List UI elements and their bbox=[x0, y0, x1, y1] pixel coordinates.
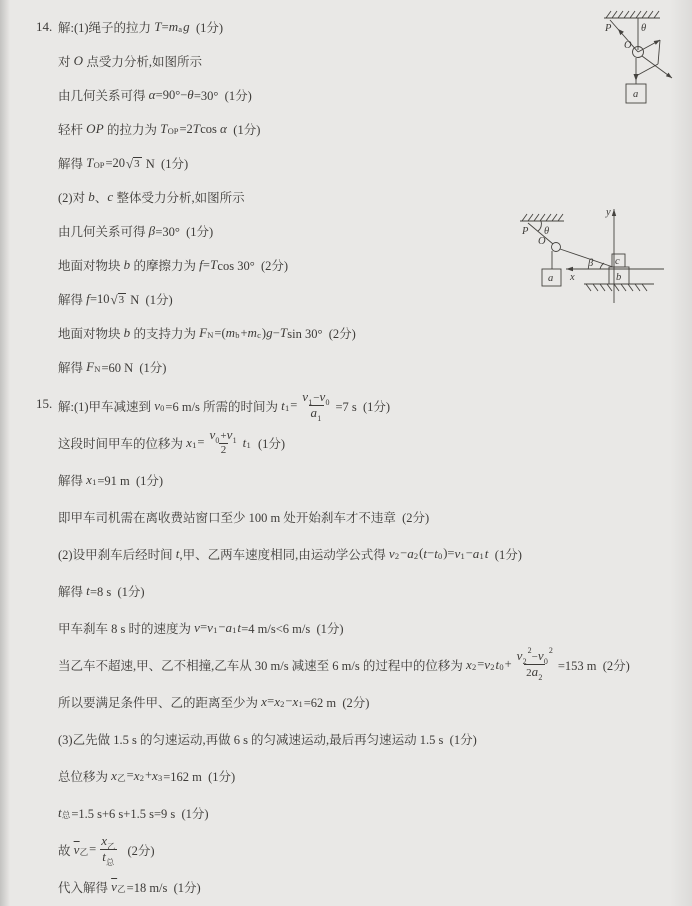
solution-line: 解:(1)甲车减速到 v $_0$ =6 m/s 所需的时间为 t $_1$ = $\frac{v_1-v_0}{a_1}$ =7 s (1分) bbox=[58, 389, 391, 424]
label-o: O bbox=[538, 236, 546, 247]
problem-solution bbox=[38, 10, 688, 384]
solution-line: t $_总$ =1.5 s+6 s+1.5 s=9 s (1分) bbox=[58, 804, 209, 821]
ground-hatch bbox=[584, 284, 654, 291]
ceiling-hatch bbox=[520, 214, 564, 221]
solution-line: 对 O 点受力分析,如图所示 bbox=[58, 53, 202, 69]
scan-edge-shadow-left bbox=[0, 0, 10, 906]
label-y: y bbox=[606, 207, 611, 218]
solution-line: 代入解得 $\overline{v}$ $_乙$ =18 m/s (1分) bbox=[58, 878, 201, 895]
solution-line: 地面对物块 b 的摩擦力为 f = T cos 30° (2分) bbox=[58, 257, 289, 273]
force-diagram-point-o bbox=[596, 6, 690, 110]
solution-line: 解得 t =8 s (1分) bbox=[58, 582, 145, 599]
problem-solution bbox=[38, 387, 688, 905]
solution-line: 所以要满足条件甲、乙的距离至少为 x = x $_2$ − x $_1$ =62 m (2分) bbox=[58, 693, 370, 710]
solutions-content bbox=[38, 10, 688, 905]
solution-line: 地面对物块 b 的支持力为 F $_N$ =( m $_b$ + m $_c$ ) g − T sin 30° (2分) bbox=[58, 325, 356, 341]
solution-line: 解:(1)绳子的拉力 T = m $_a$ g (1分) bbox=[58, 19, 224, 35]
label-c: c bbox=[615, 256, 620, 267]
x-axis-arrowhead bbox=[566, 267, 573, 271]
solution-line: 当乙车不超速,甲、乙不相撞,乙车从 30 m/s 减速至 6 m/s 的过程中的位移为 x $_2$ = v $_2$ t $_0$ + $\frac{v_2^2-v_0^2}{2a_2}$ =153 m (2分) bbox=[58, 646, 630, 683]
solution-line: 由几何关系可得 α =90°− θ =30° (1分) bbox=[58, 87, 252, 103]
solution-line: 解得 F $_N$ =60 N (1分) bbox=[58, 359, 167, 375]
label-beta: β bbox=[588, 258, 594, 269]
beta-angle-arc bbox=[600, 263, 604, 269]
ceiling-hatch bbox=[604, 11, 660, 18]
solution-line: 总位移为 x $_乙$ = x $_2$ + x $_3$ =162 m (1分) bbox=[58, 767, 236, 784]
label-theta: θ bbox=[544, 226, 550, 237]
label-o: O bbox=[624, 40, 632, 51]
problem-number: 15. bbox=[36, 396, 53, 411]
label-theta: θ bbox=[641, 23, 647, 34]
rod-force-arrowhead bbox=[618, 29, 624, 35]
solution-line: 甲车刹车 8 s 时的速度为 v = v $_1$ − a $_1$ t =4 m/s<6 m/s (1分) bbox=[58, 619, 344, 636]
solution-line: 轻杆 OP 的拉力为 T $_{OP}$ =2 T cos α (1分) bbox=[58, 121, 261, 137]
solution-line: 这段时间甲车的位移为 x $_1$ = $\frac{v_0+v_1}{2}$ t $_1$ (1分) bbox=[58, 427, 286, 457]
solution-line: (2)对 b 、 c 整体受力分析,如图所示 bbox=[58, 189, 245, 205]
solution-line: 由几何关系可得 β =30° (1分) bbox=[58, 223, 214, 239]
force-parallelogram bbox=[636, 40, 660, 76]
solution-line: (3)乙先做 1.5 s 的匀速运动,再做 6 s 的匀减速运动,最后再匀速运动 1.5 s (1分) bbox=[58, 732, 477, 747]
label-p: P bbox=[605, 23, 612, 34]
solution-line: 解得 f =10 √ 3 N (1分) bbox=[58, 291, 173, 307]
label-a: a bbox=[548, 273, 554, 284]
pulley-icon bbox=[552, 243, 561, 252]
rope-to-c bbox=[560, 249, 613, 267]
problem-number: 14. bbox=[36, 19, 53, 34]
diagonal-force-arrowhead bbox=[666, 73, 672, 78]
force-diagram-bc-system bbox=[514, 203, 691, 311]
label-p: P bbox=[522, 226, 529, 237]
label-x: x bbox=[570, 272, 575, 283]
solution-line: 解得 x $_1$ =91 m (1分) bbox=[58, 471, 164, 488]
label-b: b bbox=[616, 272, 622, 283]
solution-line: 故 $\overline{v}$ $_乙$ = $\frac{x_乙}{t_总}$ (2分) bbox=[58, 833, 155, 868]
y-axis-arrowhead bbox=[612, 209, 616, 216]
label-a: a bbox=[633, 89, 639, 100]
solution-line: 即甲车司机需在离收费站窗口至少 100 m 处开始刹车才不违章 (2分) bbox=[58, 510, 430, 525]
solution-line: 解得 T $_{OP}$ =20 √ 3 N (1分) bbox=[58, 155, 189, 171]
theta-angle-arc bbox=[538, 221, 541, 231]
solution-line: (2)设甲刹车后经时间 t ,甲、乙两车速度相同,由运动学公式得 v $_2$ − a $_2$ ( t − t $_0$ )= v $_1$ − a $_1$ t (1分) bbox=[58, 545, 522, 562]
